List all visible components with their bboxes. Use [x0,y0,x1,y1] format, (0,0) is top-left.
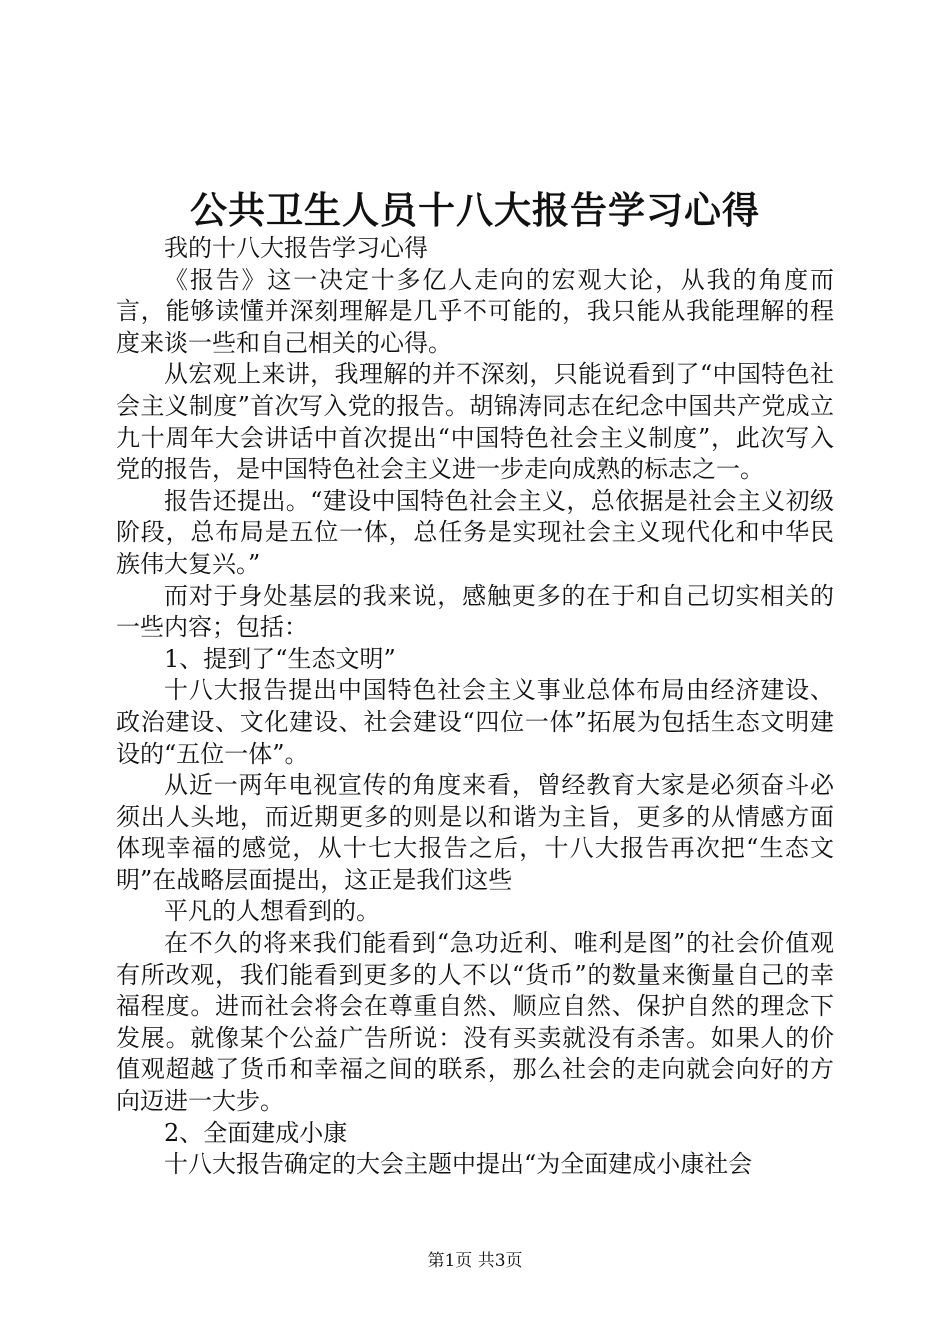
section-heading: 1、提到了“生态文明” [164,644,396,673]
paragraph: 十八大报告提出中国特色社会主义事业总体布局由经济建设、政治建设、文化建设、社会建设“四位一体”拓展为包括生态文明建设的“五位一体”。 [116,676,834,768]
paragraph: 而对于身处基层的我来说，感触更多的在于和自己切实相关的一些内容；包括： [116,581,834,642]
paragraph: 平凡的人想看到的。 [164,897,380,926]
paragraph: 报告还提出。“建设中国特色社会主义，总依据是社会主义初级阶段，总布局是五位一体，总任务是实现社会主义现代化和中华民族伟大复兴。” [116,486,834,578]
section-heading: 2、全面建成小康 [164,1118,348,1147]
page-footer: 第1页 共3页 [427,1251,523,1271]
document-body [116,233,834,1181]
paragraph: 从近一两年电视宣传的角度来看，曾经教育大家是必须奋斗必须出人头地，而近期更多的则是以和谐为主旨，更多的从情感方面体现幸福的感觉，从十七大报告之后，十八大报告再次把“生态文明”在战略层面提出，这正是我们这些 [116,771,834,894]
paragraph: 十八大报告确定的大会主题中提出“为全面建成小康社会 [164,1150,753,1179]
paragraph: 我的十八大报告学习心得 [164,234,428,262]
document-title: 公共卫生人员十八大报告学习心得 [190,188,760,232]
paragraph: 从宏观上来讲，我理解的并不深刻，只能说看到了“中国特色社会主义制度”首次写入党的报告。胡锦涛同志在纪念中国共产党成立九十周年大会讲话中首次提出“中国特色社会主义制度”，此次写入党的报告，是中国特色社会主义进一步走向成熟的标志之一。 [116,360,834,484]
paragraph: 《报告》这一决定十多亿人走向的宏观大论，从我的角度而言，能够读懂并深刻理解是几乎不可能的，我只能从我能理解的程度来谈一些和自己相关的心得。 [116,265,834,357]
paragraph: 在不久的将来我们能看到“急功近利、唯利是图”的社会价值观有所改观，我们能看到更多的人不以“货币”的数量来衡量自己的幸福程度。进而社会将会在尊重自然、顺应自然、保护自然的理念下发展。就像某个公益广告所说：没有买卖就没有杀害。如果人的价值观超越了货币和幸福之间的联系，那么社会的走向就会向好的方向迈进一大步。 [116,929,834,1116]
